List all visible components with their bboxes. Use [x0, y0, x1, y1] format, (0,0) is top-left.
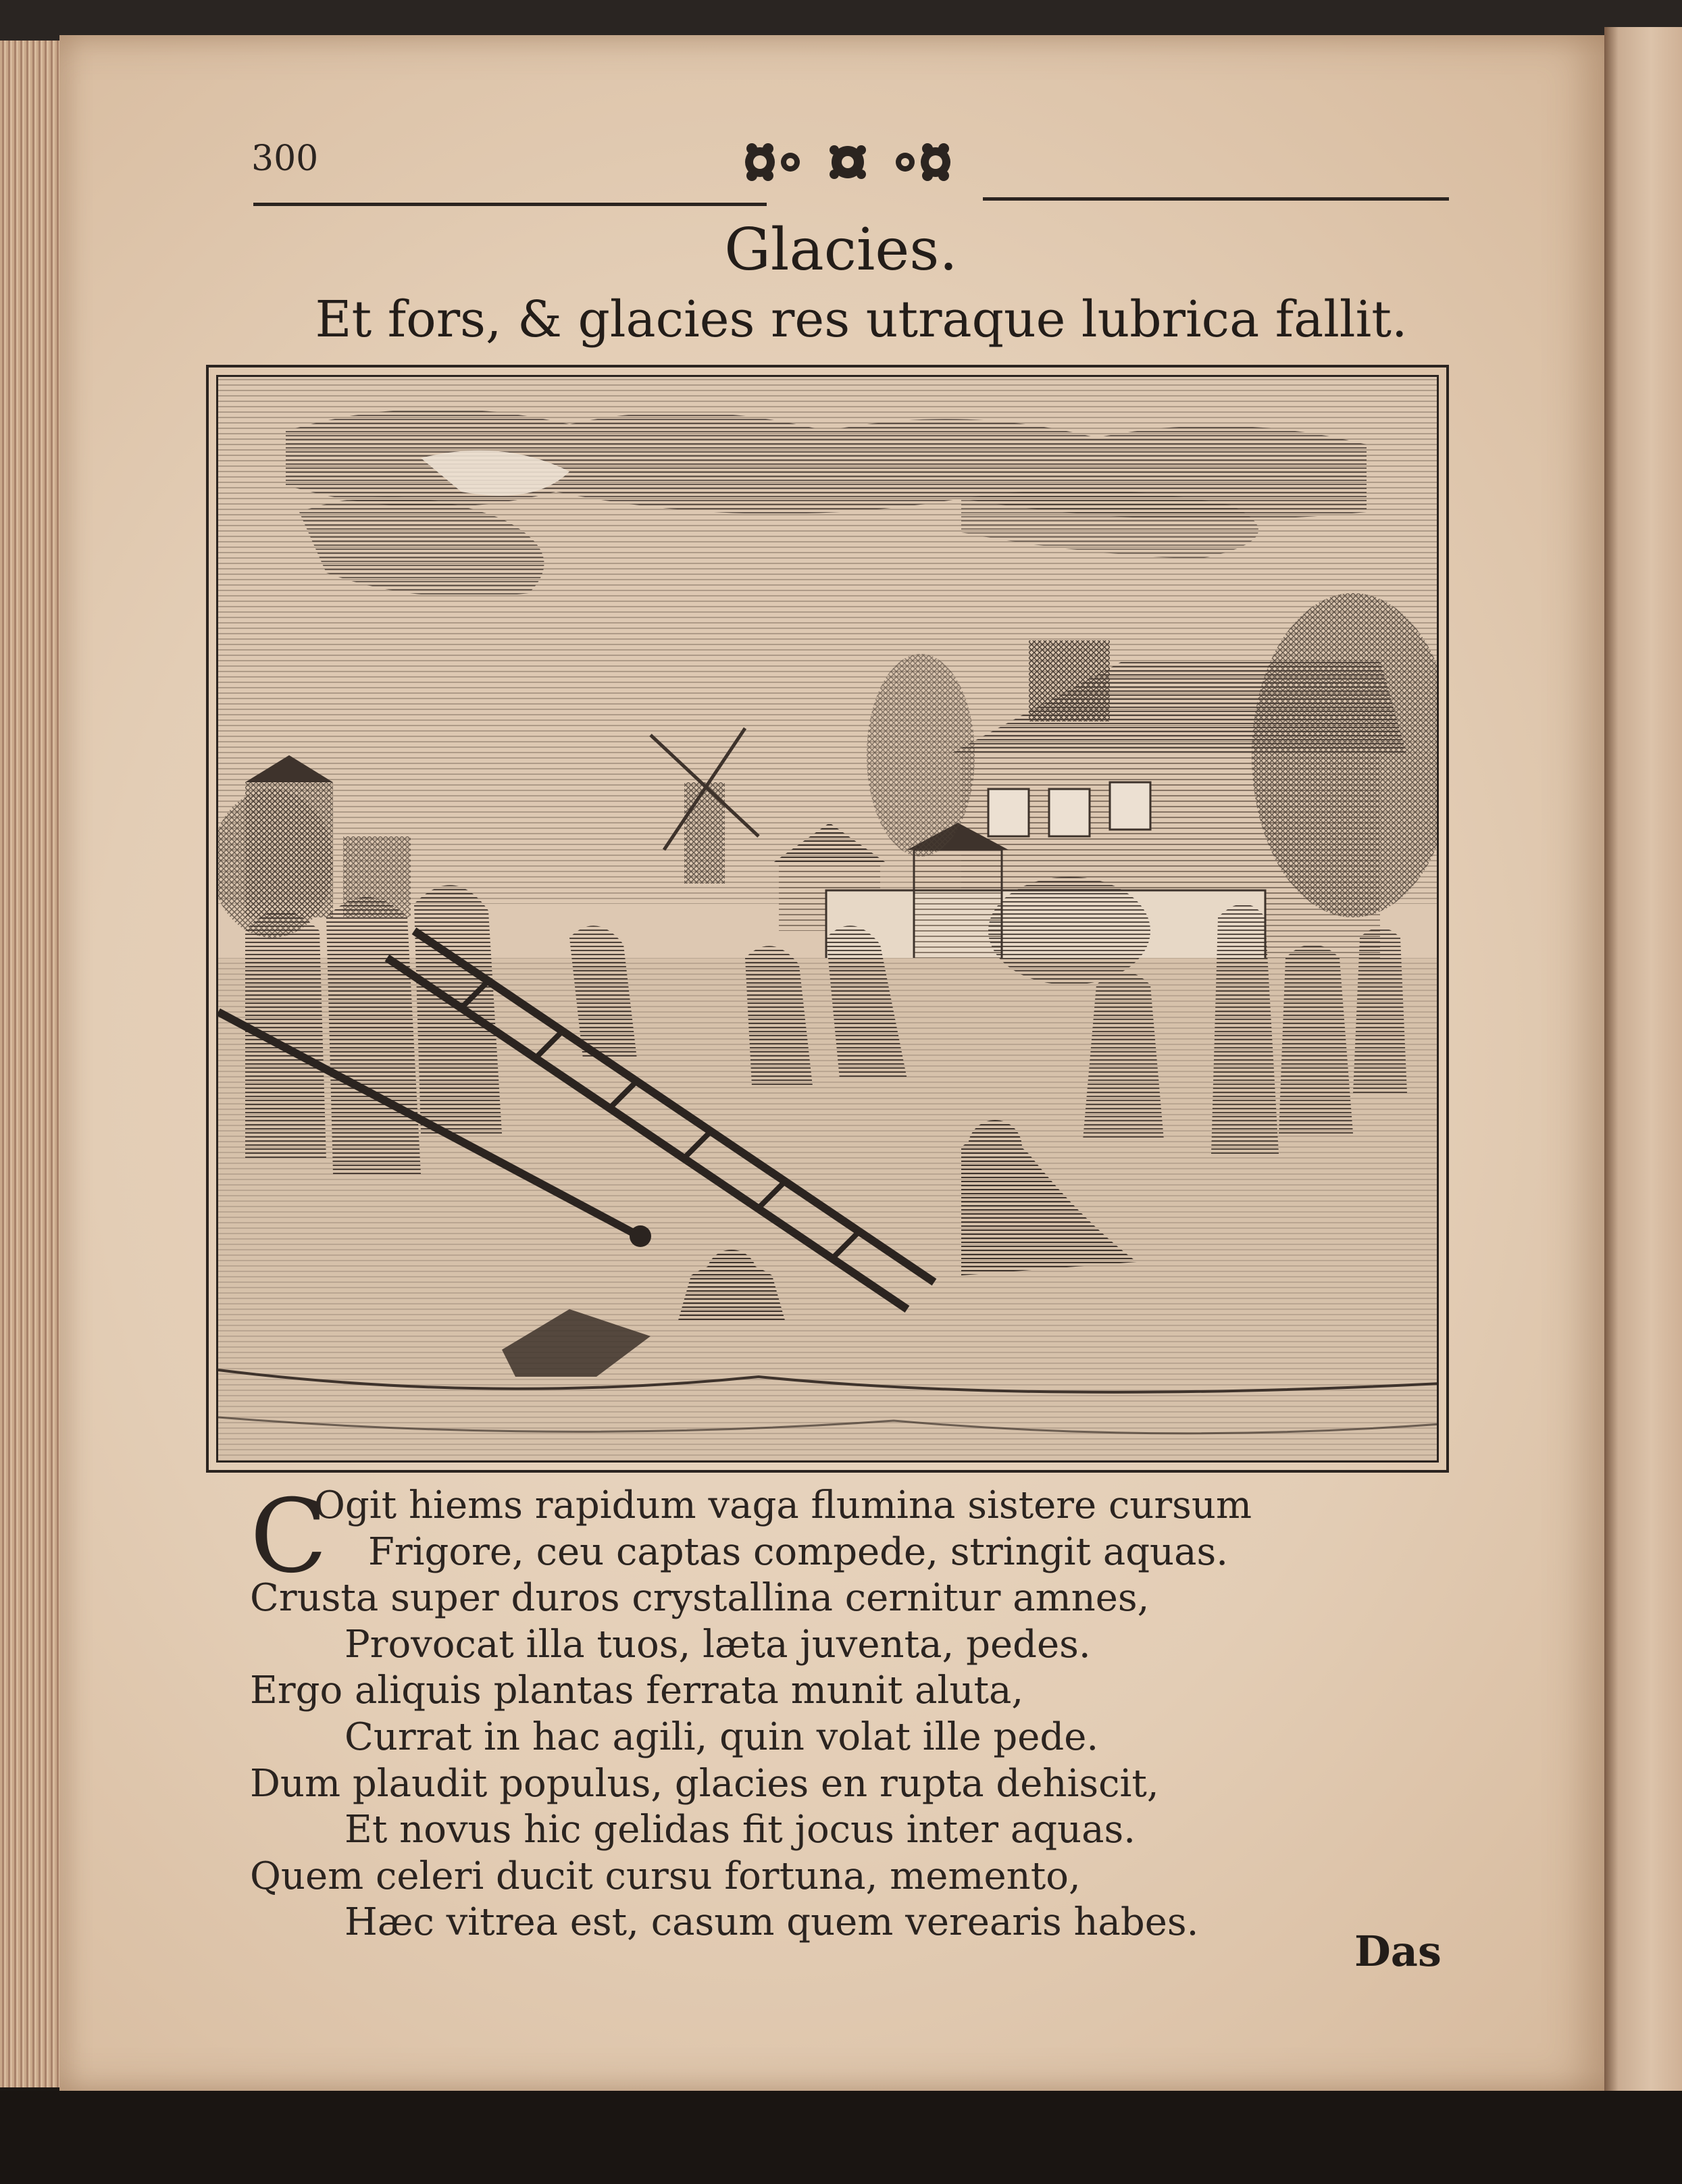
page-number: 300 — [251, 138, 319, 179]
poem-line: Ogit hiems rapidum vaga flumina sistere cursum — [314, 1483, 1252, 1527]
catchword: Das — [1354, 1927, 1442, 1976]
engraving — [216, 375, 1439, 1463]
ice-skating-scene-engraving-icon — [218, 377, 1439, 1463]
poem — [250, 1478, 1466, 1946]
motto: Et fors, & glacies res utraque lubrica fallit. — [315, 290, 1408, 349]
poem-line: Currat in hac agili, quin volat ille pede. — [345, 1715, 1099, 1759]
page-title: Glacies. — [724, 216, 958, 284]
header-rule-right — [983, 197, 1449, 201]
poem-line: Ergo aliquis plantas ferrata munit aluta, — [250, 1669, 1024, 1713]
poem-line: Hæc vitrea est, casum quem verearis habes. — [345, 1900, 1199, 1945]
poem-line: Quem celeri ducit cursu fortuna, memento, — [250, 1854, 1081, 1898]
drop-cap: C — [250, 1478, 328, 1596]
background-bottom — [0, 2091, 1682, 2184]
poem-line: Et novus hic gelidas fit jocus inter aquas. — [345, 1808, 1136, 1852]
poem-line: Frigore, ceu captas compede, stringit aquas. — [368, 1529, 1229, 1574]
poem-line: Provocat illa tuos, læta juventa, pedes. — [345, 1622, 1091, 1667]
background-top — [0, 0, 1682, 41]
header-rule-left — [253, 203, 767, 206]
poem-line: Dum plaudit populus, glacies en rupta dehiscit, — [250, 1761, 1159, 1806]
header-ornament-icon — [733, 135, 963, 189]
poem-line: Crusta super duros crystallina cernitur amnes, — [250, 1576, 1150, 1621]
